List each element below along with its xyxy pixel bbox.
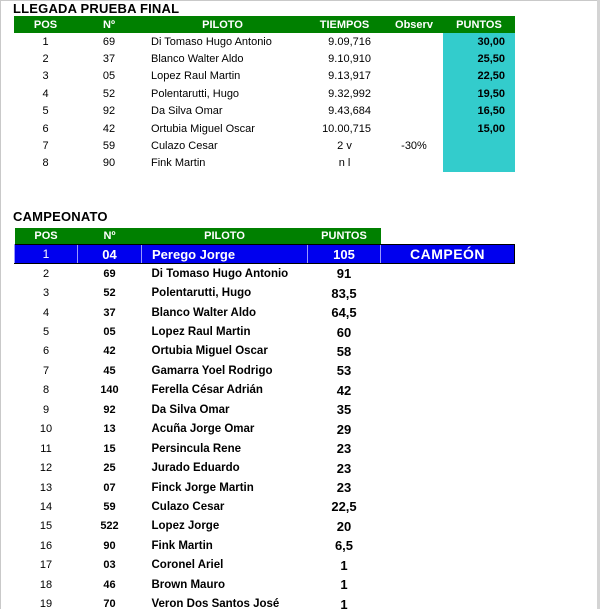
table-row xyxy=(14,50,515,67)
cell-observ xyxy=(385,33,443,50)
cell-pos: 8 xyxy=(42,157,49,170)
championship-table xyxy=(14,228,515,614)
cell-empty xyxy=(381,439,515,458)
cell-piloto: Lopez Jorge xyxy=(151,520,220,533)
table-row xyxy=(14,103,515,120)
table-row xyxy=(15,400,515,419)
cell-num: 07 xyxy=(103,481,116,494)
cell-pos: 6 xyxy=(42,122,49,135)
cell-empty xyxy=(381,420,515,439)
table-row xyxy=(15,264,515,284)
cell-pos: 4 xyxy=(42,306,50,319)
cell-puntos: 23 xyxy=(336,460,352,476)
cell-puntos xyxy=(443,155,515,172)
cell-pos: 13 xyxy=(39,481,53,494)
cell-puntos: 53 xyxy=(336,363,352,379)
cell-puntos: 42 xyxy=(336,382,352,398)
cell-tiempo: 2 v xyxy=(337,140,352,153)
cell-piloto: Perego Jorge xyxy=(142,245,308,264)
frame-left-border xyxy=(0,0,1,609)
champion-label: CAMPEÓN xyxy=(381,245,515,264)
cell-puntos xyxy=(443,137,515,154)
table-row xyxy=(14,68,515,85)
table-row xyxy=(14,155,515,172)
cell-empty xyxy=(381,556,515,575)
cell-piloto: Jurado Eduardo xyxy=(151,462,240,475)
cell-piloto: Di Tomaso Hugo Antonio xyxy=(151,267,289,280)
cell-empty xyxy=(381,264,515,284)
cell-puntos: 6,5 xyxy=(334,538,354,554)
cell-piloto: Da Silva Omar xyxy=(151,403,230,416)
header-num: Nº xyxy=(78,228,142,245)
cell-tiempo: 9.09,716 xyxy=(328,35,371,48)
cell-piloto: Lopez Raul Martin xyxy=(151,70,241,83)
header-observ: Observ xyxy=(385,16,443,33)
cell-num: 69 xyxy=(102,35,116,48)
cell-pos: 6 xyxy=(42,345,50,358)
cell-piloto: Brown Mauro xyxy=(151,578,225,591)
table-row xyxy=(15,420,515,439)
table-row xyxy=(15,536,515,555)
final-race-table xyxy=(14,16,515,172)
cell-pos: 7 xyxy=(42,364,50,377)
cell-num: 140 xyxy=(100,384,119,397)
cell-puntos: 25,50 xyxy=(443,50,515,67)
cell-puntos: 16,50 xyxy=(443,103,515,120)
cell-empty xyxy=(381,478,515,497)
table-row xyxy=(15,342,515,361)
cell-tiempo: 9.43,684 xyxy=(328,105,371,118)
cell-num: 52 xyxy=(103,287,116,300)
cell-num: 522 xyxy=(100,520,119,533)
cell-tiempo: 9.13,917 xyxy=(328,70,371,83)
table-row xyxy=(15,381,515,400)
cell-observ xyxy=(385,50,443,67)
cell-observ xyxy=(385,155,443,172)
cell-puntos: 20 xyxy=(336,518,352,534)
cell-piloto: Lopez Raul Martin xyxy=(151,326,251,339)
cell-num: 92 xyxy=(102,105,116,118)
table-row xyxy=(15,556,515,575)
table-row xyxy=(14,33,515,50)
cell-num: 25 xyxy=(103,462,116,475)
cell-pos: 9 xyxy=(42,403,50,416)
cell-piloto: Di Tomaso Hugo Antonio xyxy=(151,35,272,48)
cell-puntos: 19,50 xyxy=(443,85,515,102)
cell-puntos: 58 xyxy=(336,343,352,359)
cell-num: 05 xyxy=(102,70,116,83)
cell-num: 69 xyxy=(103,267,116,280)
final-race-title: LLEGADA PRUEBA FINAL xyxy=(13,1,180,16)
table-row xyxy=(14,120,515,137)
cell-puntos: 29 xyxy=(336,421,352,437)
table-row xyxy=(14,85,515,102)
cell-piloto: Culazo Cesar xyxy=(151,140,218,153)
cell-piloto: Polentarutti, Hugo xyxy=(151,287,252,300)
cell-num: 45 xyxy=(103,364,116,377)
cell-pos: 19 xyxy=(39,598,53,611)
cell-observ xyxy=(385,85,443,102)
table-row xyxy=(15,575,515,594)
cell-puntos: 105 xyxy=(308,245,381,264)
cell-num: 37 xyxy=(103,306,116,319)
table-row xyxy=(15,361,515,380)
cell-piloto: Finck Jorge Martin xyxy=(151,481,254,494)
cell-piloto: Persincula Rene xyxy=(151,442,241,455)
cell-num: 42 xyxy=(103,345,116,358)
cell-empty xyxy=(381,283,515,302)
table-row xyxy=(15,439,515,458)
cell-puntos: 60 xyxy=(336,324,352,340)
header-piloto: PILOTO xyxy=(142,228,308,245)
cell-puntos: 23 xyxy=(336,480,352,496)
cell-empty xyxy=(381,458,515,477)
cell-pos: 5 xyxy=(42,105,49,118)
cell-pos: 2 xyxy=(42,267,50,280)
cell-pos: 1 xyxy=(42,35,49,48)
cell-puntos: 30,00 xyxy=(443,33,515,50)
cell-empty xyxy=(381,400,515,419)
cell-num: 46 xyxy=(103,578,116,591)
cell-empty xyxy=(381,594,515,613)
cell-pos: 5 xyxy=(42,326,50,339)
cell-empty xyxy=(381,361,515,380)
cell-pos: 14 xyxy=(39,500,53,513)
header-blank xyxy=(381,228,515,245)
cell-empty xyxy=(381,536,515,555)
cell-puntos: 1 xyxy=(340,557,348,573)
cell-num: 92 xyxy=(103,403,116,416)
cell-piloto: Polentarutti, Hugo xyxy=(151,87,240,100)
cell-piloto: Coronel Ariel xyxy=(151,559,224,572)
table-row xyxy=(15,497,515,516)
header-puntos: PUNTOS xyxy=(308,228,381,245)
championship-header-row xyxy=(15,228,515,245)
cell-piloto: Fink Martin xyxy=(151,539,213,552)
cell-pos: 2 xyxy=(42,53,49,66)
header-piloto: PILOTO xyxy=(141,16,304,33)
cell-pos: 17 xyxy=(39,559,53,572)
cell-pos: 7 xyxy=(42,140,49,153)
cell-num: 59 xyxy=(102,140,116,153)
cell-piloto: Ortubia Miguel Oscar xyxy=(151,122,255,135)
cell-num: 42 xyxy=(102,122,116,135)
cell-piloto: Culazo Cesar xyxy=(151,500,225,513)
cell-puntos: 22,50 xyxy=(443,68,515,85)
cell-tiempo: 9.10,910 xyxy=(328,53,371,66)
cell-piloto: Blanco Walter Aldo xyxy=(151,53,244,66)
cell-pos: 3 xyxy=(42,287,50,300)
cell-tiempo: n l xyxy=(338,157,351,170)
cell-num: 03 xyxy=(103,559,116,572)
cell-puntos: 91 xyxy=(336,266,352,282)
cell-piloto: Ferella César Adrián xyxy=(151,384,263,397)
cell-puntos: 64,5 xyxy=(331,305,357,321)
cell-puntos: 22,5 xyxy=(331,499,357,515)
cell-observ: -30% xyxy=(401,140,427,153)
championship-title: CAMPEONATO xyxy=(13,209,108,224)
cell-piloto: Fink Martin xyxy=(151,157,206,170)
table-row xyxy=(15,283,515,302)
cell-empty xyxy=(381,303,515,322)
cell-puntos: 35 xyxy=(336,402,352,418)
header-pos: POS xyxy=(14,16,77,33)
header-num: Nº xyxy=(77,16,141,33)
cell-tiempo: 10.00,715 xyxy=(322,122,371,135)
cell-puntos: 83,5 xyxy=(331,285,357,301)
cell-num: 15 xyxy=(103,442,116,455)
final-race-body xyxy=(14,33,515,172)
championship-body xyxy=(15,245,515,614)
cell-pos: 12 xyxy=(39,462,53,475)
cell-num: 52 xyxy=(102,87,116,100)
cell-pos: 4 xyxy=(42,87,49,100)
cell-puntos: 23 xyxy=(336,441,352,457)
cell-empty xyxy=(381,517,515,536)
cell-piloto: Gamarra Yoel Rodrigo xyxy=(151,364,273,377)
cell-pos: 8 xyxy=(42,384,50,397)
cell-num: 90 xyxy=(103,539,116,552)
champion-row xyxy=(15,245,515,264)
cell-pos: 11 xyxy=(40,442,52,455)
final-race-header-row xyxy=(14,16,515,33)
table-row xyxy=(15,478,515,497)
header-pos: POS xyxy=(15,228,78,245)
header-tiempos: TIEMPOS xyxy=(304,16,385,33)
cell-observ xyxy=(385,120,443,137)
cell-pos: 10 xyxy=(39,423,53,436)
cell-empty xyxy=(381,381,515,400)
cell-piloto: Veron Dos Santos José xyxy=(151,598,280,611)
cell-observ xyxy=(385,68,443,85)
cell-puntos: 15,00 xyxy=(443,120,515,137)
table-row xyxy=(14,137,515,154)
table-row xyxy=(15,594,515,613)
cell-puntos: 1 xyxy=(340,577,348,593)
cell-empty xyxy=(381,342,515,361)
cell-num: 04 xyxy=(78,245,142,264)
header-puntos: PUNTOS xyxy=(443,16,515,33)
cell-pos: 16 xyxy=(39,539,53,552)
cell-empty xyxy=(381,575,515,594)
cell-pos: 18 xyxy=(39,578,53,591)
cell-num: 37 xyxy=(102,53,116,66)
cell-num: 59 xyxy=(103,500,116,513)
cell-pos: 15 xyxy=(39,520,53,533)
table-row xyxy=(15,322,515,341)
cell-piloto: Blanco Walter Aldo xyxy=(151,306,257,319)
cell-pos: 3 xyxy=(42,70,49,83)
cell-observ xyxy=(385,103,443,120)
cell-piloto: Ortubia Miguel Oscar xyxy=(151,345,268,358)
table-row xyxy=(15,303,515,322)
cell-piloto: Da Silva Omar xyxy=(151,105,223,118)
cell-empty xyxy=(381,497,515,516)
cell-num: 70 xyxy=(103,598,116,611)
cell-tiempo: 9.32,992 xyxy=(328,87,371,100)
table-row xyxy=(15,458,515,477)
cell-puntos: 1 xyxy=(340,596,348,612)
cell-empty xyxy=(381,322,515,341)
cell-piloto: Acuña Jorge Omar xyxy=(151,423,255,436)
cell-num: 05 xyxy=(103,326,116,339)
table-row xyxy=(15,517,515,536)
cell-num: 13 xyxy=(103,423,116,436)
cell-pos: 1 xyxy=(15,245,78,264)
cell-num: 90 xyxy=(102,157,116,170)
